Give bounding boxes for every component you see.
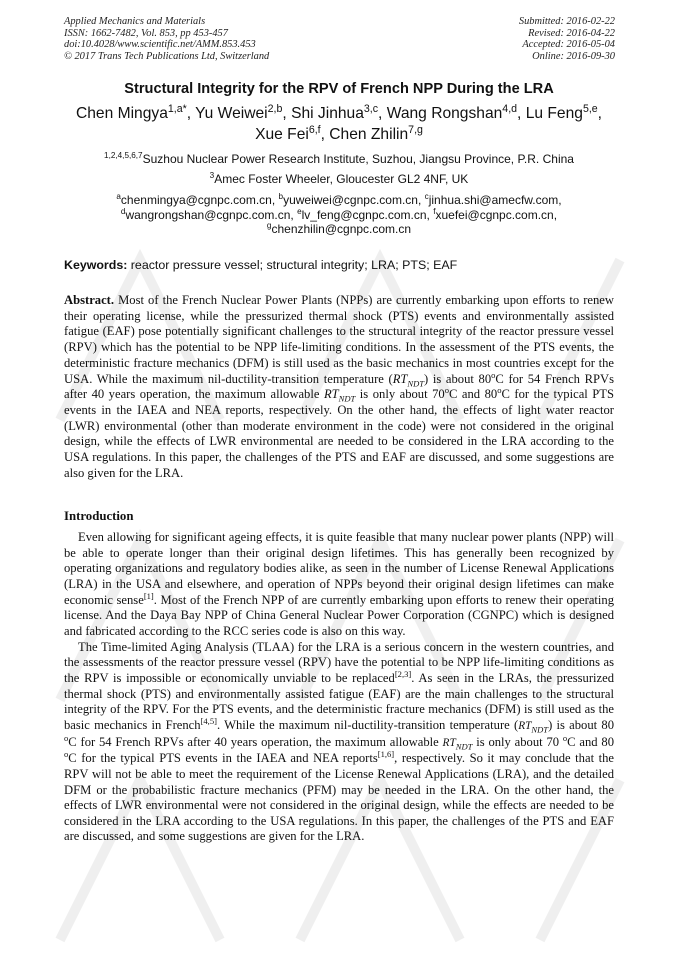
abstract-label: Abstract. <box>64 293 115 307</box>
author: Chen Zhilin$^{7,g}$ <box>329 123 423 143</box>
revised-date: Revised: 2016-04-22 <box>528 27 615 39</box>
keywords-text: reactor pressure vessel; structural integrity; LRA; PTS; EAF <box>127 258 458 272</box>
email-link[interactable]: chenzhilin@cgnpc.com.cn <box>271 222 412 237</box>
citation[interactable]: [2,3] <box>394 668 412 679</box>
author: Xue Fei$^{6,f}$, <box>255 123 330 143</box>
author: Lu Feng$^{5,e}$, <box>525 102 603 122</box>
email-link[interactable]: lv_feng@cgnpc.com.cn, <box>301 207 434 222</box>
dates-header <box>519 16 615 62</box>
issn: ISSN: 1662-7482, Vol. 853, pp 453-457 <box>64 27 228 39</box>
citation[interactable]: [1] <box>143 590 154 601</box>
author: Chen Mingya$^{1,a*}$, <box>75 102 196 122</box>
email-link[interactable]: wangrongshan@cgnpc.com.cn, <box>125 207 298 222</box>
paper-title: Structural Integrity for the RPV of French NPP During the LRA <box>124 81 554 97</box>
submitted-date: Submitted: 2016-02-22 <box>518 16 615 27</box>
citation[interactable]: [1,6] <box>377 749 395 759</box>
author-list <box>64 104 614 145</box>
online-date: Online: 2016-09-30 <box>532 50 615 62</box>
email-link[interactable]: yuweiwei@cgnpc.com.cn, <box>283 193 425 207</box>
introduction-body <box>64 530 614 845</box>
affiliation-2: $^3$Amec Foster Wheeler, Gloucester GL2 4NF, UK <box>209 171 469 186</box>
email-list: $^a$chenmingya@cgnpc.com.cn, $^b$yuweiwei@cgnpc.com.cn, $^c$jinhua.shi@amecfw.com, $^d$wangrongshan@cgnpc.com.cn, $^e$lv_feng@cgnpc.com.cn, $^f$xuefei@cgnpc.com.cn, $^g$chenzhilin@cgnpc.com.cn <box>116 192 562 237</box>
accepted-date: Accepted: 2016-05-04 <box>522 39 615 51</box>
email-link[interactable]: chenmingya@cgnpc.com.cn, <box>120 193 279 207</box>
keywords-label: Keywords: <box>64 258 128 272</box>
doi[interactable]: doi:10.4028/www.scientific.net/AMM.853.453 <box>64 39 256 51</box>
paragraph: The Time-limited Aging Analysis (TLAA) for the LRA is a serious concern in the western countries, and the assessments of the reactor pressure vessel (RPV) have the potential to be NPP life-limiting conditions as the RPV is impossible or economically unviable to be replaced[2,3]. As seen in the LRAs, the pressurized thermal shock (PTS) and environmentally assisted fatigue (EAF) are the main challenges to the structural integrity of the RPV. For the PTS events, and the deterministic fracture mechanics (DFM) is still used as the basic mechanics in French[4,5]. While the maximum nil-ductility-transition temperature $(RT_{NDT})$ is about 80 $^o$C for 54 French RPVs after 40 years operation, the maximum allowable $RT_{NDT}$ is only about 70 $^o$C and 80 $^o$C for the typical PTS events in the IAEA and NEA reports[1,6], respectively. So it may conclude that the RPV will not be able to meet the requirement of the License Renewal Applications (LRA), and the detailed DFM or the probabilistic fracture mechanics (PFM) may be needed in the LRA. On the other hand, the effects of LWR environmental were not considered in the original design, while the effects are needed to be considered in the LRA according to the USA regulations. In this paper, the challenges of the PTS and EAF are discussed, and some suggestions are given for the LRA. <box>64 639 614 844</box>
author: Wang Rongshan$^{4,d}$, <box>386 102 526 122</box>
section-heading-introduction: Introduction <box>64 509 134 523</box>
email-link[interactable]: jinhua.shi@amecfw.com, <box>428 193 562 207</box>
paragraph: Even allowing for significant ageing effects, it is quite feasible that many nuclear power plants (NPP) will be able to operate longer than their original design lifetimes. This has generally been recognized by operating organizations and regulatory bodies alike, as seen in the number of License Renewal Applications (LRA) in the USA and elsewhere, and operation of NPPs beyond their original design lifetimes can make economic sense[1]. Most of the French NPP of are currently embarking upon efforts to renew their operating license. And the Daya Bay NPP of China General Nuclear Power Corporation (CGNPC) which is designed and fabricated according to the RCC series code is also on this way. <box>64 530 615 638</box>
author: Shi Jinhua$^{3,c}$, <box>291 102 387 122</box>
abstract: Abstract. Most of the French Nuclear Power Plants (NPPs) are currently embarking upon efforts to renew their operating license, while the pressurized thermal shock (PTS) events and environmentally assisted fatigue (EAF) pose potentially significant challenges to the structural integrity of the reactor pressure vessel (RPV) which has the potential to be NPP life-limiting conditions. In the assessment of the PTS events, the deterministic fracture mechanics (DFM) is still used as the basic mechanics in most countries except for the USA. While the maximum nil-ductility-transition temperature $(RT_{NDT})$ is about 80$^o$C for 54 French RPVs after 40 years operation, the maximum allowable $RT_{NDT}$ is only about 70$^o$C and 80$^o$C for the typical PTS events in the IAEA and NEA reports, respectively. On the other hand, the effects of light water reactor (LWR) environmental (other than moderate environment in the code) were not considered in the original design, while the effects of LWR environmental are needed to be considered in the LRA according to the USA regulations. In this paper, the challenges of the PTS and EAF are discussed, and some suggestions are also given for the LRA. <box>64 293 614 480</box>
citation[interactable]: [4,5] <box>200 715 217 726</box>
journal-name: Applied Mechanics and Materials <box>64 16 206 27</box>
journal-header <box>64 16 269 62</box>
author: Yu Weiwei$^{2,b}$, <box>195 102 292 122</box>
affiliation-1: $^{1,2,4,5,6,7}$Suzhou Nuclear Power Research Institute, Suzhou, Jiangsu Province, P.R. China <box>104 151 574 166</box>
email-link[interactable]: xuefei@cgnpc.com.cn, <box>435 207 558 222</box>
copyright: © 2017 Trans Tech Publications Ltd, Switzerland <box>64 50 270 62</box>
keywords <box>64 258 614 272</box>
